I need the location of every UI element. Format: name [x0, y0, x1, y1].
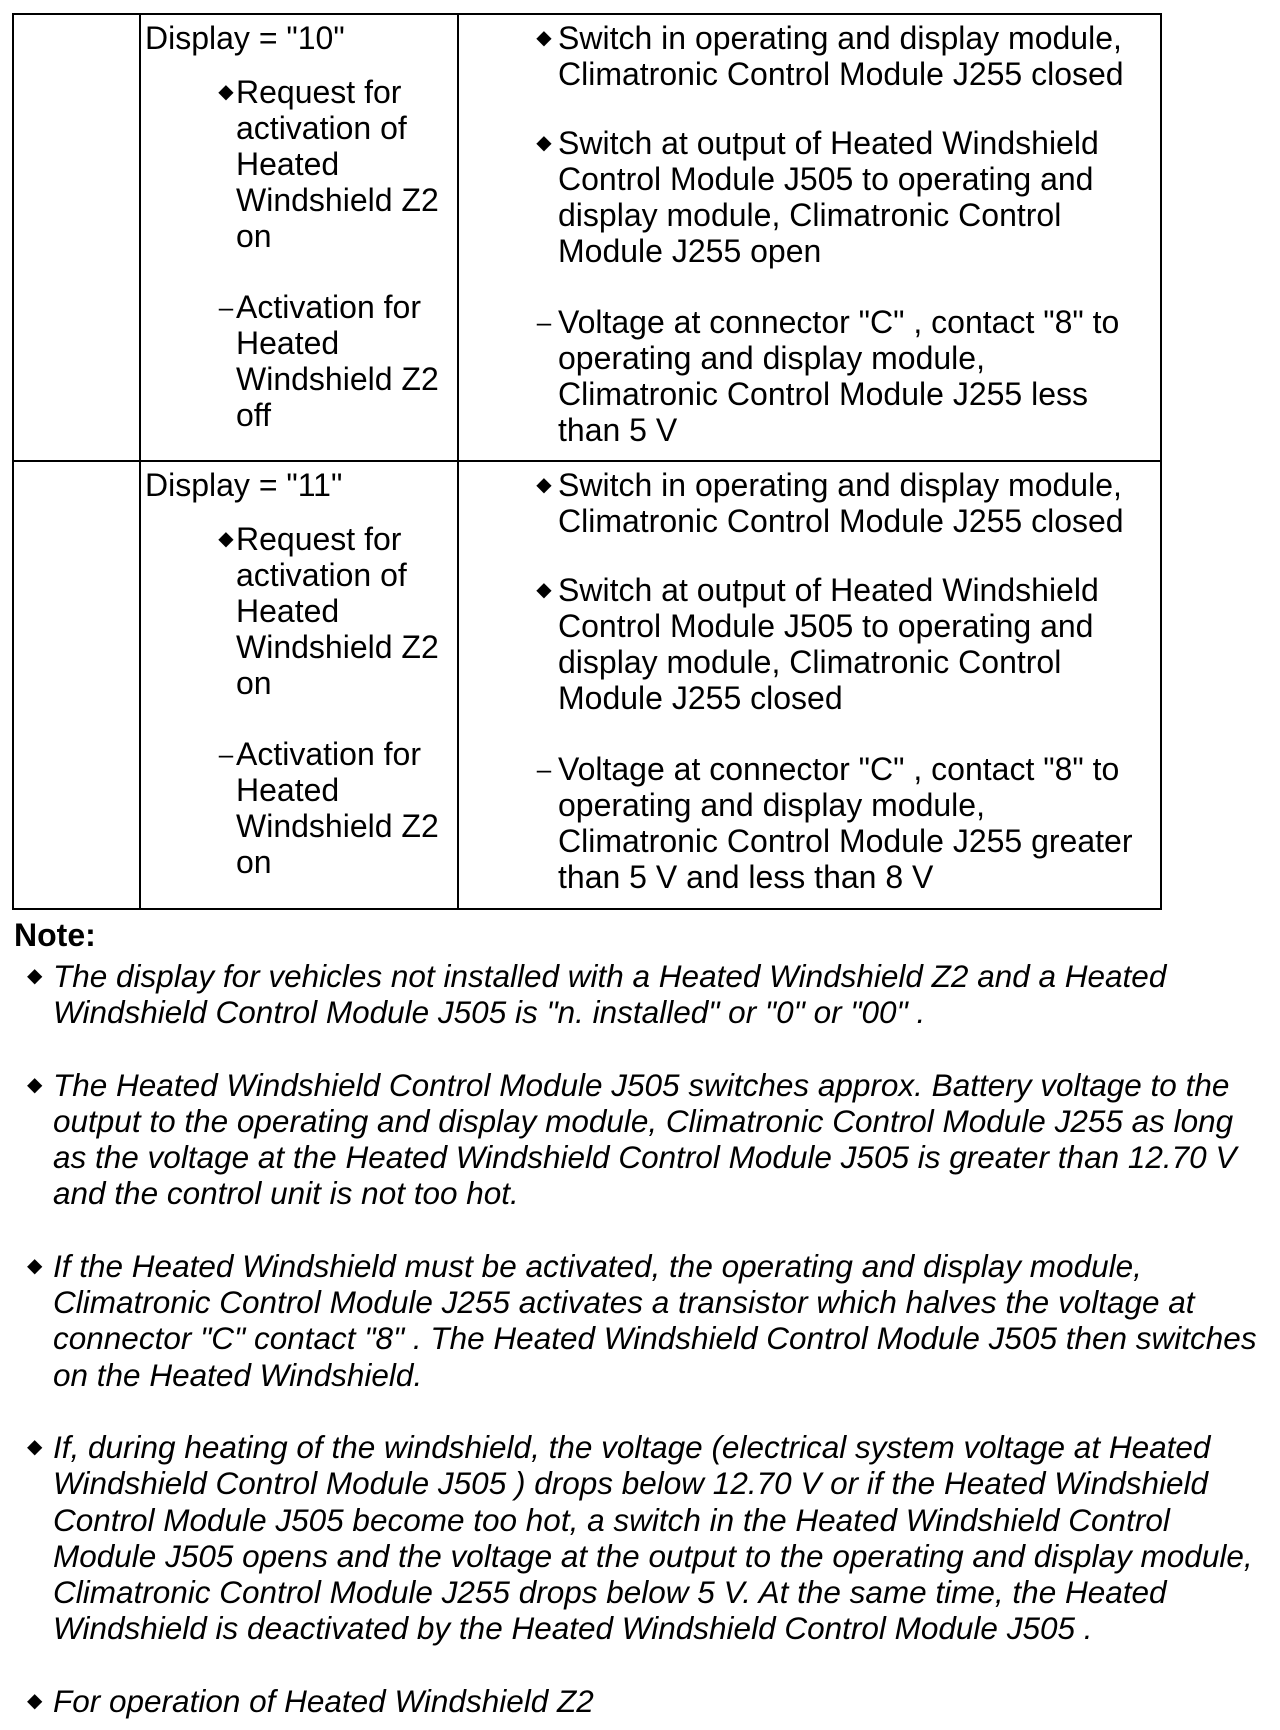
- bullet-icon: ◆: [536, 579, 552, 601]
- note-list: [0, 958, 1280, 1719]
- table-row: [13, 14, 1161, 461]
- condition-item: [141, 74, 457, 254]
- condition-item: [141, 521, 457, 701]
- condition-item: [141, 736, 457, 880]
- note-item: [0, 1067, 1280, 1212]
- table-row: [13, 461, 1161, 909]
- note-item: [0, 1683, 1280, 1719]
- dash-icon: –: [536, 307, 552, 337]
- condition-cell: [140, 14, 458, 461]
- note-item: [0, 1248, 1280, 1393]
- note-item: [0, 1429, 1280, 1647]
- bullet-icon: ◆: [536, 132, 552, 154]
- bullet-icon: ◆: [27, 1254, 43, 1277]
- bullet-icon: ◆: [27, 1689, 43, 1712]
- note-text: For operation of Heated Windshield Z2: [53, 1682, 594, 1719]
- spec-text: Switch in operating and display module, Climatronic Control Module J255 closed: [558, 467, 1124, 539]
- dash-icon: –: [218, 292, 234, 322]
- bullet-icon: ◆: [536, 27, 552, 49]
- note-item: [0, 958, 1280, 1031]
- condition-text: Activation for Heated Windshield Z2 on: [236, 736, 439, 880]
- note-text: The Heated Windshield Control Module J505 switches approx. Battery voltage to the output to the operating and display module, Climatronic Control Module J255 as long as the voltage at the Heated Windshield Control Module J505 is greater than 12.70 V and the control unit is not too hot.: [53, 1066, 1237, 1212]
- diagnostic-table: [12, 13, 1162, 910]
- blank-cell: [13, 461, 140, 909]
- note-text: If, during heating of the windshield, the voltage (electrical system voltage at Heated Windshield Control Module J505 ) drops below 12.70 V or if the Heated Windshield Control Module J505 become too hot, a switch in the Heated Windshield Control Module J505 opens and the voltage at the output to the operating and display module, Climatronic Control Module J255 drops below 5 V. At the same time, the Heated Windshield is deactivated by the Heated Windshield Control Module J505 .: [53, 1428, 1253, 1647]
- display-value: Display = "10": [145, 20, 345, 56]
- condition-cell: [140, 461, 458, 909]
- spec-item: [459, 304, 1160, 448]
- spec-item: [459, 20, 1160, 92]
- spec-text: Voltage at connector "C" , contact "8" to operating and display module, Climatronic Control Module J255 less than 5 V: [558, 304, 1120, 448]
- bullet-icon: ◆: [218, 81, 234, 103]
- bullet-icon: ◆: [27, 1073, 43, 1096]
- spec-text: Switch at output of Heated Windshield Control Module J505 to operating and display module, Climatronic Control Module J255 closed: [558, 572, 1099, 716]
- condition-text: Activation for Heated Windshield Z2 off: [236, 289, 439, 433]
- note-text: If the Heated Windshield must be activated, the operating and display module, Climatronic Control Module J255 activates a transistor which halves the voltage at connector "C" contact "8" . The Heated Windshield Control Module J505 then switches on the Heated Windshield.: [53, 1247, 1257, 1393]
- display-value: Display = "11": [145, 467, 343, 503]
- bullet-icon: ◆: [536, 474, 552, 496]
- spec-text: Switch at output of Heated Windshield Control Module J505 to operating and display module, Climatronic Control Module J255 open: [558, 125, 1099, 269]
- bullet-icon: ◆: [218, 528, 234, 550]
- bullet-icon: ◆: [27, 1435, 43, 1458]
- condition-item: [141, 289, 457, 433]
- note-heading: Note:: [14, 917, 96, 953]
- spec-text: Switch in operating and display module, Climatronic Control Module J255 closed: [558, 20, 1124, 92]
- spec-item: [459, 125, 1160, 269]
- dash-icon: –: [218, 739, 234, 769]
- spec-item: [459, 751, 1160, 895]
- blank-cell: [13, 14, 140, 461]
- bullet-icon: ◆: [27, 965, 43, 987]
- spec-item: [459, 572, 1160, 716]
- spec-text: Voltage at connector "C" , contact "8" to operating and display module, Climatronic Control Module J255 greater than 5 V and less than 8 V: [558, 751, 1133, 895]
- condition-text: Request for activation of Heated Windshield Z2 on: [236, 521, 439, 701]
- dash-icon: –: [536, 754, 552, 784]
- specification-cell: [458, 14, 1161, 461]
- specification-cell: [458, 461, 1161, 909]
- condition-text: Request for activation of Heated Windshield Z2 on: [236, 74, 439, 254]
- spec-item: [459, 467, 1160, 539]
- note-text: The display for vehicles not installed with a Heated Windshield Z2 and a Heated Windshield Control Module J505 is "n. installed" or "0" or "00" .: [53, 958, 1167, 1031]
